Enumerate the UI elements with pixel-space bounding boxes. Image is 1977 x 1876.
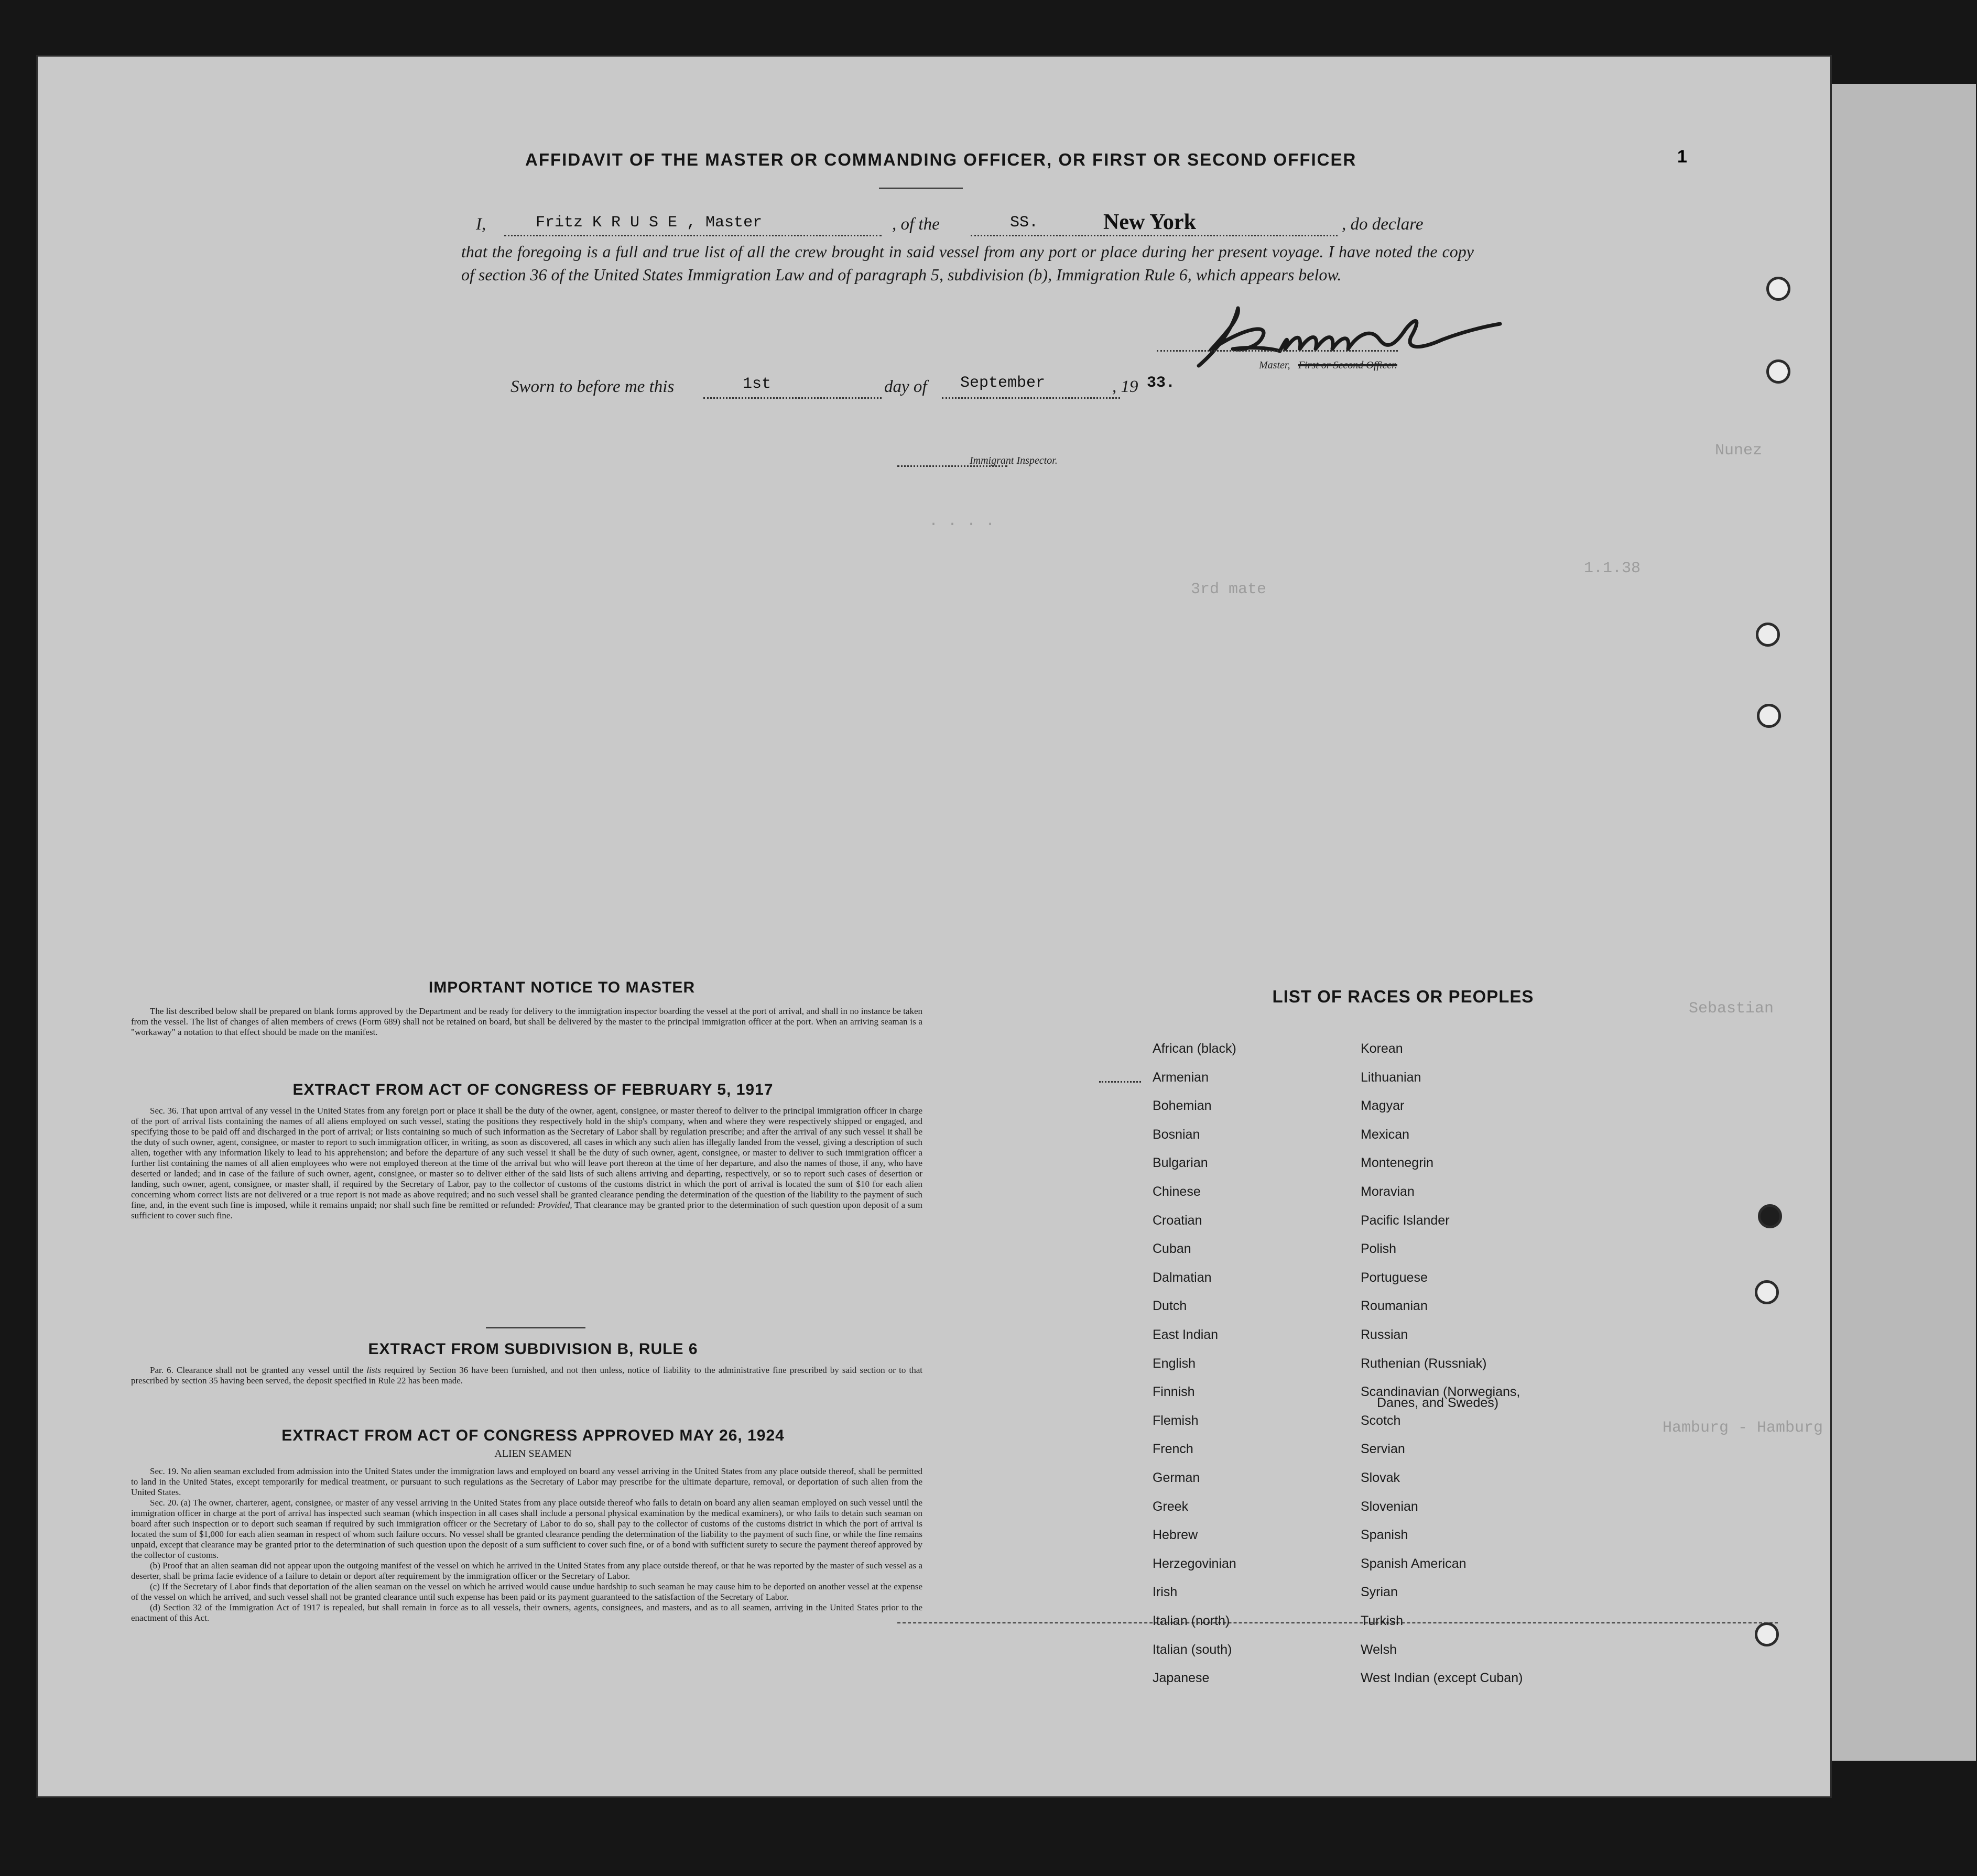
race-item: Armenian	[1153, 1070, 1209, 1085]
vessel-prefix: SS.	[1010, 214, 1039, 232]
race-item: Herzegovinian	[1153, 1556, 1236, 1571]
extract-1924-text	[131, 1466, 922, 1623]
race-item: Syrian	[1361, 1585, 1398, 1599]
do-declare-text: , do declare	[1342, 215, 1424, 234]
inspector-label: Immigrant Inspector.	[970, 455, 1058, 466]
heading-rule	[879, 188, 963, 189]
signature-line	[1157, 350, 1398, 352]
race-item: Russian	[1361, 1327, 1408, 1342]
race-item: Irish	[1153, 1585, 1178, 1599]
fold-mark-line	[897, 1622, 1778, 1623]
race-item: Scandinavian (Norwegians,	[1361, 1384, 1520, 1399]
extract-1917-title: EXTRACT FROM ACT OF CONGRESS OF FEBRUARY 5, 1917	[292, 1081, 774, 1098]
race-item: French	[1153, 1442, 1193, 1456]
sec20d-text: (d) Section 32 of the Immigration Act of 1917 is repealed, but shall remain in force as to all vessels, their owners, agents, consignees, and masters, and as to all seamen, arriving in the United States prior to the enactment of this Act.	[131, 1602, 922, 1623]
affidavit-sheet: Nunez 1.1.38 Sebastian Hamburg - Hamburg . . . . 3rd mate 1 AFFIDAVIT OF THE MASTER OR COMMANDING OFFICER, OR FIRST OR SECOND OFFICER I, Fritz K R U S E , Master , of the SS. New York , do declare that the foregoing is a full and true list of all the crew brought in said vessel from any port or place during her present voyage. I have noted the copy of section 36 of the United States Immigration Law and of paragraph 5, subdivision (b), Immigration Rule 6, which appears below. Master, First or Second Officer. Sworn to before me this 1st day of September , 19 33. Immigrant Inspector. IMPORTANT NOTICE TO MASTER The list described below shall be prepared on blank forms approved by the Department and be ready for delivery to the immigration inspector boarding the vessel at the port of arrival, and shall in no instance be taken from the vessel. The list of changes of alien members of crews (Form 689) shall not be retained on board, but shall be delivered by the master to the principal immigration officer at the port. When an arriving seaman is a "workaway" a notation to that effect should be made on the manifest. EXTRACT FROM ACT OF CONGRESS OF FEBRUARY 5, 1917 Sec. 36. That upon arrival of any vessel in the United States from any foreign port or place it shall be the duty of the owner, agent, consignee, or master thereof to deliver to the principal immigration officer in charge of the port of arrival lists containing the names of all aliens employed on such vessel, stating the positions they respectively hold in the ship's company, when and where they were respectively shipped or engaged, and specifying those to be paid off and discharged in the port of arrival; or lists containing so much of such information as the Secretary of Labor shall by regulation prescribe; and after the arrival of any such vessel it shall be the duty of such owner, agent, consignee, or master to report to such immigration officer, in writing, as soon as discovered, all cases in which any such alien has illegally landed from the vessel, giving a description of such alien, together with any information likely to lead to his apprehension; and before the departure of any such vessel it shall be the duty of such owner, agent, consignee, or master to deliver to such immigration officer a further list containing the names of all alien employees who were not employed thereon at the time of the arrival but who will leave port thereon at the time of her departure, and also the names of those, if any, who have deserted or landed; and in case of the failure of such owner, agent, consignee, or master so to deliver either of the said lists of such aliens arriving and departing, respectively, or so to report such cases of desertion or landing, such owner, agent, consignee, or master shall, if required by the Secretary of Labor, pay to the collector of customs of the customs district in which the port of arrival is located the sum of $10 for each alien concerning whom correct lists are not delivered or a true report is not made as above required; and no such vessel shall be granted clearance pending the determination of the question of the liability to the payment of such fine, and, in the event such fine is imposed, while it remains unpaid; nor shall such fine be remitted or refunded: Provided, That clearance may be granted prior to the determination of such question upon deposit of a sum sufficient to cover such fine. EXTRACT FROM SUBDIVISION B, RULE 6 Par. 6. Clearance shall not be granted any vessel until the lists required by Section 36 have been furnished, and not then unless, notice of liability to the administrative fine prescribed by said section or to that prescribed by section 35 having been served, the deposit specified in Rule 22 has been made. EXTRACT FROM ACT OF CONGRESS APPROVED MAY 26, 1924 ALIEN SEAMEN Sec. 19. No alien seaman excluded from admission into the United States under the immigration laws and employed on board any vessel arriving in the United States from any place outside thereof, shall be permitted to land in the United States, except temporarily for medical treatment, or pursuant to such regulations as the Secretary of Labor may prescribe for the ultimate departure, removal, or deportation of such alien from the United States. Sec. 20. (a) The owner, charterer, agent, consignee, or master of any vessel arriving in the United States from any place outside thereof who fails to detain on board any alien seaman employed on such vessel until the immigration officer in charge at the port of arrival has inspected such seaman (which inspection in all cases shall include a personal physical examination by the medical examiners), or who fails to detain such seaman on board after such inspection or to deport such seaman if required by such immigration officer or the Secretary of Labor to do so, shall pay to the collector of customs of the customs district in which the port of arrival is located the sum of $1,000 for each alien seaman in respect of whom such failure occurs. No vessel shall be granted clearance pending the determination of the liability to the payment of such fine, or while the fine remains unpaid, except that clearance may be granted prior to the determination of such question upon the deposit of a sum sufficient to cover such fine, or of a bond with sufficient surety to secure the payment thereof approved by the collector of customs. (b) Proof that an alien seaman did not appear upon the outgoing manifest of the vessel on which he arrived in the United States from any place outside thereof, or that he was reported by the master of such vessel as a deserter, shall be prima facie evidence of a failure to detain or deport after requirement by the immigration officer or the Secretary of Labor. (c) If the Secretary of Labor finds that deportation of the alien seaman on the vessel on which he arrived would cause undue hardship to such seaman he may cause him to be deported on another vessel at the expense of the vessel on which he arrived, and such vessel shall not be granted clearance until such expense has been paid or its payment guaranteed to the satisfaction of the Secretary of Labor. (d) Section 32 of the Immigration Act of 1917 is repealed, but shall remain in force as to all vessels, their owners, agents, consignees, and masters, and as to all seamen, arriving in the United States prior to the enactment of this Act. LIST OF RACES OR PEOPLES Danes, and Swedes) African (black) Armenian Bohemian Bosnian Bulgarian Chinese Croatian Cuban Dalmatian Dutch East Indian English Finnish Flemish French German Greek Hebrew Herzegovinian Irish Italian (north) Italian (south) Japanese Korean Lithuanian Magyar Mexican Montenegrin Moravian Pacific Islander Polish Portuguese Roumanian Russian Ruthenian (Russniak) Scandinavian (Norwegians, Scotch Servian Slovak Slovenian Spanish Spanish American Syrian Turkish Welsh West Indian (except Cuban)	[38, 57, 1830, 1796]
race-item: Servian	[1361, 1442, 1405, 1456]
master-name-typed: Fritz K R U S E , Master	[536, 214, 763, 232]
sworn-month: September	[960, 374, 1046, 392]
race-item: Magyar	[1361, 1098, 1405, 1113]
race-item: Dutch	[1153, 1299, 1187, 1313]
race-item: Spanish American	[1361, 1556, 1467, 1571]
race-item: Roumanian	[1361, 1299, 1428, 1313]
year-suffix: 33.	[1147, 374, 1176, 392]
race-item: Korean	[1361, 1041, 1403, 1056]
punch-hole	[1755, 1622, 1779, 1646]
sworn-prefix: Sworn to before me this	[510, 377, 675, 396]
notice-text: The list described below shall be prepared on blank forms approved by the Department and be ready for delivery to the immigration inspector boarding the vessel at the port of arrival, and shall in no instance be taken from the vessel. The list of changes of alien members of crews (Form 689) shall not be retained on board, but shall be delivered by the master to the principal immigration officer at the port. When an arriving seaman is a "workaway" a notation to that effect should be made on the manifest.	[131, 1006, 922, 1037]
extract-1924-subtitle: ALIEN SEAMEN	[494, 1448, 572, 1459]
race-scandinavian-continued: Danes, and Swedes)	[1377, 1395, 1499, 1410]
race-item: Lithuanian	[1361, 1070, 1421, 1085]
race-item: Mexican	[1361, 1127, 1410, 1142]
vessel-name: New York	[1103, 210, 1196, 234]
race-item: Hebrew	[1153, 1528, 1198, 1542]
affidavit-heading: AFFIDAVIT OF THE MASTER OR COMMANDING OFFICER, OR FIRST OR SECOND OFFICER	[525, 150, 1357, 169]
race-item: West Indian (except Cuban)	[1361, 1671, 1523, 1685]
race-item: Ruthenian (Russniak)	[1361, 1356, 1487, 1371]
sec20b-text: (b) Proof that an alien seaman did not appear upon the outgoing manifest of the vessel on which he arrived in the United States from any place outside thereof, or that he was reported by the master of such vessel as a deserter, shall be prima facie evidence of a failure to detain or deport after requirement by the immigration officer or the Secretary of Labor.	[131, 1561, 922, 1581]
extract-1917-text: Sec. 36. That upon arrival of any vessel in the United States from any foreign port or place it shall be the duty of the owner, agent, consignee, or master thereof to deliver to the principal immigration officer in charge of the port of arrival lists containing the names of all aliens employed on such vessel, stating the positions they respectively hold in the ship's company, when and where they were respectively shipped or engaged, and specifying those to be paid off and discharged in the port of arrival; or lists containing so much of such information as the Secretary of Labor shall by regulation prescribe; and after the arrival of any such vessel it shall be the duty of such owner, agent, consignee, or master to report to such immigration officer, in writing, as soon as discovered, all cases in which any such alien has illegally landed from the vessel, giving a description of such alien, together with any information likely to lead to his apprehension; and before the departure of any such vessel it shall be the duty of such owner, agent, consignee, or master to deliver to such immigration officer a further list containing the names of all alien employees who were not employed thereon at the time of the arrival but who will leave port thereon at the time of her departure, and also the names of those, if any, who have deserted or landed; and in case of the failure of such owner, agent, consignee, or master so to deliver either of the said lists of such aliens arriving and departing, respectively, or so to report such cases of desertion or landing, such owner, agent, consignee, or master shall, if required by the Secretary of Labor, pay to the collector of customs of the customs district in which the port of arrival is located the sum of $10 for each alien concerning whom correct lists are not delivered or a true report is not made as above required; and no such vessel shall be granted clearance pending the determination of the question of the liability to the payment of such fine, and, in the event such fine is imposed, while it remains unpaid; nor shall such fine be remitted or refunded: Provided, That clearance may be granted prior to the determination of such question upon deposit of a sum sufficient to cover such fine.	[131, 1106, 923, 1220]
race-item: Montenegrin	[1361, 1155, 1433, 1170]
sec20a-text: Sec. 20. (a) The owner, charterer, agent, consignee, or master of any vessel arriving in the United States from any place outside thereof who fails to detain on board any alien seaman employed on such vessel until the immigration officer in charge at the port of arrival has inspected such seaman (which inspection in all cases shall include a personal physical examination by the medical examiners), or who fails to detain such seaman on board after such inspection or to deport such seaman if required by such immigration officer or the Secretary of Labor to do so, shall pay to the collector of customs of the customs district in which the port of arrival is located the sum of $1,000 for each alien seaman in respect of whom such failure occurs. No vessel shall be granted clearance pending the determination of the liability to the payment of such fine, or while the fine remains unpaid, except that clearance may be granted prior to the determination of such question upon the deposit of a sum sufficient to cover such fine, or of a bond with sufficient surety to secure the payment thereof approved by the collector of customs.	[131, 1498, 922, 1560]
year-prefix: , 19	[1112, 377, 1138, 396]
race-item: Moravian	[1361, 1184, 1415, 1199]
declaration-body: that the foregoing is a full and true list of all the crew brought in said vessel from any port or place during her present voyage. I have noted the copy of section 36 of the United States Immigration Law and of paragraph 5, subdivision (b), Immigration Rule 6, which appears below.	[461, 242, 1474, 284]
punch-hole	[1755, 1280, 1779, 1304]
of-the-text: , of the	[892, 215, 940, 234]
race-item: Slovak	[1361, 1470, 1400, 1485]
race-item: Bulgarian	[1153, 1155, 1208, 1170]
race-item: Slovenian	[1361, 1499, 1418, 1514]
master-name-line	[504, 235, 882, 236]
race-item: Pacific Islander	[1361, 1213, 1450, 1228]
day-of-text: day of	[884, 377, 927, 396]
punch-hole	[1766, 359, 1790, 384]
sec19-text: Sec. 19. No alien seaman excluded from admission into the United States under the immigration laws and employed on board any vessel arriving in the United States from any place outside thereof, shall be permitted to land in the United States, except temporarily for medical treatment, or pursuant to such regulations as the Secretary of Labor may prescribe for the ultimate departure, removal, or deportation of such alien from the United States.	[131, 1466, 922, 1497]
race-item: Cuban	[1153, 1241, 1191, 1256]
race-item: Italian (south)	[1153, 1642, 1232, 1657]
punch-hole	[1758, 1204, 1782, 1228]
race-item: Japanese	[1153, 1671, 1210, 1685]
extract-rule6-title: EXTRACT FROM SUBDIVISION B, RULE 6	[368, 1340, 698, 1358]
race-item: Spanish	[1361, 1528, 1408, 1542]
race-item: Bosnian	[1153, 1127, 1200, 1142]
signature-title-struck: First or Second Officer.	[1298, 359, 1397, 371]
race-item: Chinese	[1153, 1184, 1201, 1199]
sec20c-text: (c) If the Secretary of Labor finds that deportation of the alien seaman on the vessel on which he arrived would cause undue hardship to such seaman he may cause him to be deported on another vessel at the expense of the vessel on which he arrived, and such vessel shall not be granted clearance until such expense has been paid or its payment guaranteed to the satisfaction of the Secretary of Labor.	[131, 1581, 922, 1602]
punch-hole	[1757, 704, 1781, 728]
race-item: Croatian	[1153, 1213, 1202, 1228]
race-item: Finnish	[1153, 1384, 1195, 1399]
vessel-name-line	[971, 235, 1338, 236]
sworn-month-line	[942, 397, 1120, 399]
notice-title: IMPORTANT NOTICE TO MASTER	[428, 979, 696, 996]
race-item: African (black)	[1153, 1041, 1236, 1056]
declaration-i: I,	[476, 215, 486, 234]
race-item: Portuguese	[1361, 1270, 1428, 1285]
race-item: Polish	[1361, 1241, 1397, 1256]
race-item: Turkish	[1361, 1613, 1404, 1628]
race-item: Welsh	[1361, 1642, 1397, 1657]
race-item: Italian (north)	[1153, 1613, 1230, 1628]
race-item: Dalmatian	[1153, 1270, 1212, 1285]
stray-dots	[1099, 1081, 1141, 1083]
race-item: East Indian	[1153, 1327, 1219, 1342]
race-item: Scotch	[1361, 1413, 1401, 1428]
section-divider	[486, 1327, 585, 1328]
races-title: LIST OF RACES OR PEOPLES	[1272, 987, 1534, 1006]
sworn-day: 1st	[743, 375, 772, 393]
punch-hole	[1766, 277, 1790, 301]
extract-1924-title: EXTRACT FROM ACT OF CONGRESS APPROVED MAY 26, 1924	[281, 1427, 785, 1444]
page-number: 1	[1677, 147, 1687, 167]
extract-rule6-text: Par. 6. Clearance shall not be granted any vessel until the lists required by Section 36 have been furnished, and not then unless, notice of liability to the administrative fine prescribed by said section or to that prescribed by section 35 having been served, the deposit specified in Rule 22 has been made.	[131, 1365, 923, 1386]
race-item: Flemish	[1153, 1413, 1199, 1428]
race-item: Bohemian	[1153, 1098, 1212, 1113]
race-item: German	[1153, 1470, 1200, 1485]
sworn-day-line	[703, 397, 882, 399]
signature-title: Master,	[1259, 359, 1290, 371]
punch-hole	[1756, 623, 1780, 647]
race-item: Greek	[1153, 1499, 1189, 1514]
race-item: English	[1153, 1356, 1196, 1371]
